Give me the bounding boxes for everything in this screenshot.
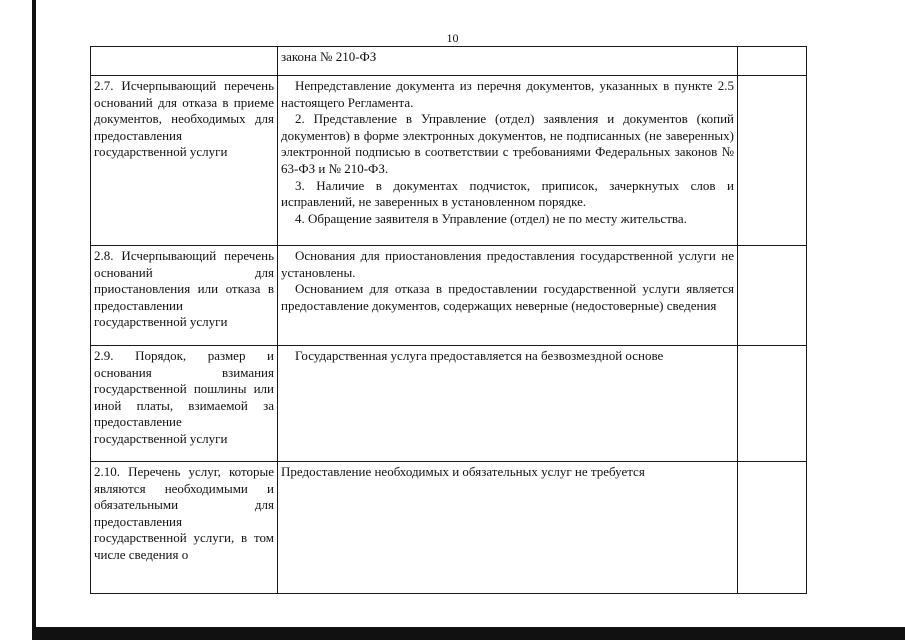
row-note-cell bbox=[738, 346, 807, 462]
content-paragraph: Непредставление документа из перечня документов, указанных в пункте 2.5 настоящего Регламента. bbox=[281, 78, 734, 110]
row-content-cell bbox=[278, 462, 738, 594]
row-content-cell bbox=[278, 76, 738, 246]
row-title-cell bbox=[91, 47, 278, 76]
row-note-cell bbox=[738, 76, 807, 246]
row-content-cell bbox=[278, 246, 738, 346]
row-content-cell bbox=[278, 47, 738, 76]
content-paragraph: Основания для приостановления предоставления государственной услуги не установлены. bbox=[281, 248, 734, 280]
table-row bbox=[91, 47, 807, 76]
content-paragraph: 2. Представление в Управление (отдел) заявления и документов (копий документов) в форме электронных документов, не подписанных (не заверенных) электронной подписью в соответствии с требованиями Федеральных законов № 63-ФЗ и № 210-ФЗ. bbox=[281, 111, 734, 176]
content-paragraph: Государственная услуга предоставляется на безвозмездной основе bbox=[295, 348, 664, 363]
row-content-cell bbox=[278, 346, 738, 462]
content-paragraph: закона № 210-ФЗ bbox=[281, 49, 377, 64]
scan-border-left bbox=[32, 0, 36, 640]
row-note-cell bbox=[738, 47, 807, 76]
content-paragraph: Предоставление необходимых и обязательных услуг не требуется bbox=[281, 464, 645, 479]
row-note-cell bbox=[738, 462, 807, 594]
row-title-cell: 2.10. Перечень услуг, которые являются необходимыми и обязательными для предоставления государственной услуги, в том числе сведения о bbox=[91, 462, 278, 594]
table-row bbox=[91, 462, 807, 594]
scan-border-bottom bbox=[32, 627, 905, 640]
table-row bbox=[91, 346, 807, 462]
row-title-cell: 2.9. Порядок, размер и основания взимания государственной пошлины или иной платы, взимаемой за предоставление государственной услуги bbox=[91, 346, 278, 462]
row-title-cell: 2.8. Исчерпывающий перечень оснований для приостановления или отказа в предоставлении государственной услуги bbox=[91, 246, 278, 346]
row-note-cell bbox=[738, 246, 807, 346]
content-paragraph: 3. Наличие в документах подчисток, приписок, зачеркнутых слов и исправлений, не заверенных в установленном порядке. bbox=[281, 177, 734, 210]
page-number: 10 bbox=[446, 31, 459, 45]
content-paragraph: 4. Обращение заявителя в Управление (отдел) не по месту жительства. bbox=[295, 210, 687, 226]
row-title-cell: 2.7. Исчерпывающий перечень оснований для отказа в приеме документов, необходимых для предоставления государственной услуги bbox=[91, 76, 278, 246]
table-row bbox=[91, 246, 807, 346]
content-paragraph: Основанием для отказа в предоставлении государственной услуги является предоставление документов, содержащих неверные (недостоверные) сведения bbox=[281, 281, 734, 313]
regulation-table bbox=[90, 46, 807, 594]
table-row bbox=[91, 76, 807, 246]
